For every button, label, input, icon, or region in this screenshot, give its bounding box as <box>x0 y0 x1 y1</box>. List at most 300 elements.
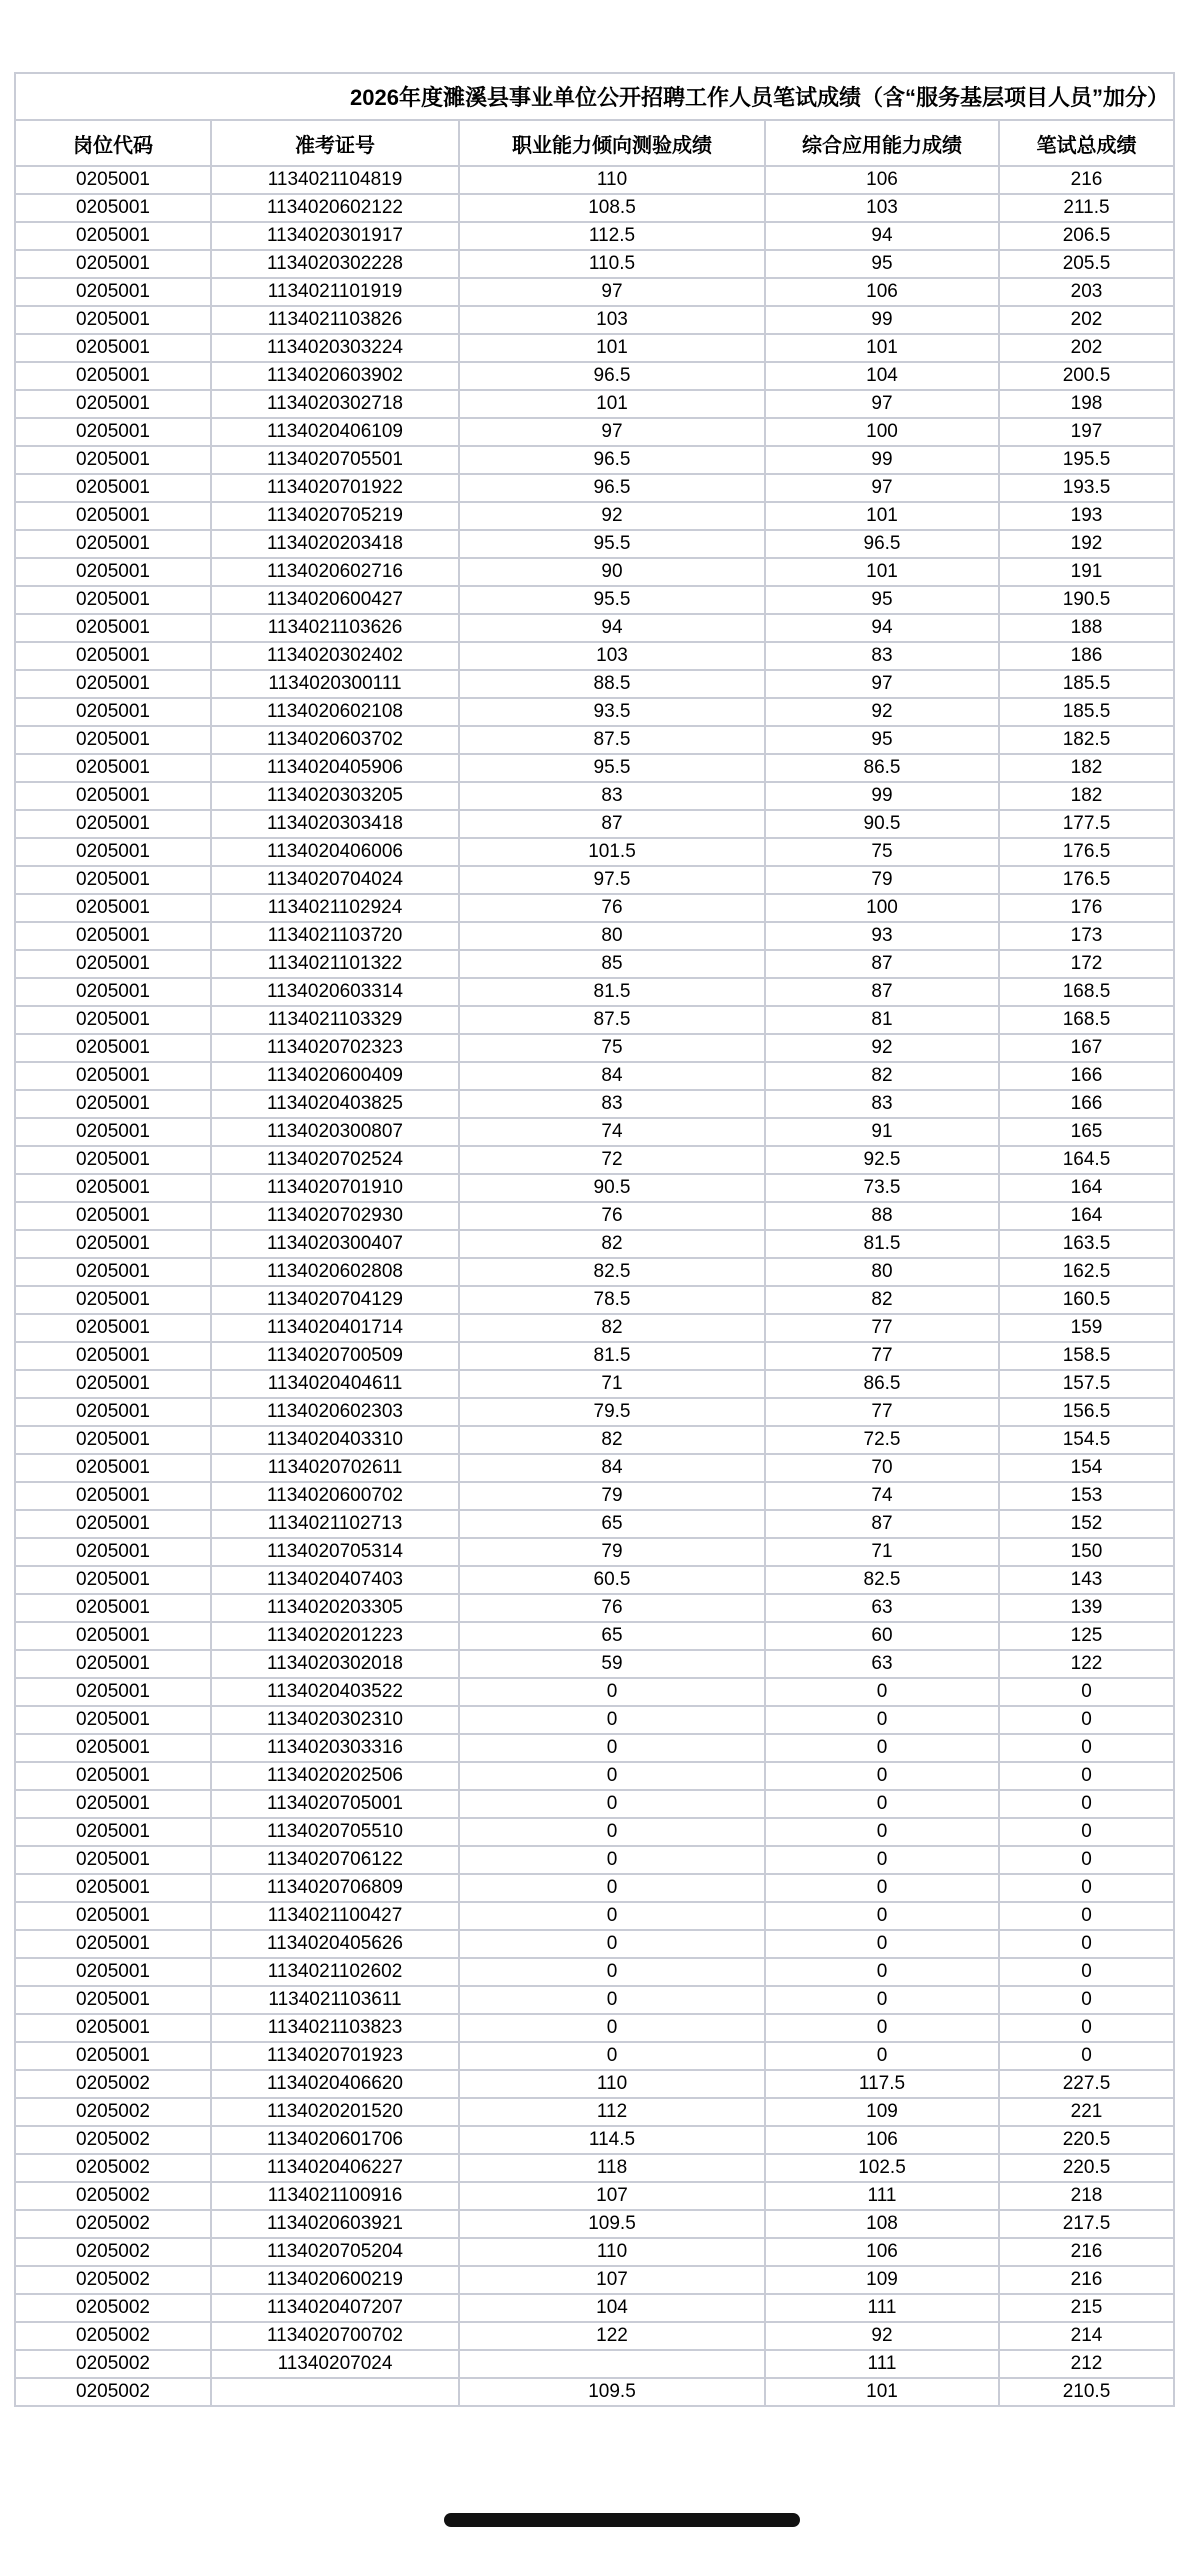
total-score-cell: 154 <box>999 1454 1174 1482</box>
position-code-cell: 0205001 <box>15 1538 211 1566</box>
aptitude-score-cell: 65 <box>459 1510 765 1538</box>
total-score-cell: 220.5 <box>999 2154 1174 2182</box>
applied-score-cell: 0 <box>765 1678 999 1706</box>
ticket-number-cell: 1134020201520 <box>211 2098 459 2126</box>
position-code-cell: 0205001 <box>15 1986 211 2014</box>
position-code-cell: 0205001 <box>15 418 211 446</box>
table-row <box>15 1454 1174 1482</box>
total-score-cell: 200.5 <box>999 362 1174 390</box>
applied-score-cell: 95 <box>765 586 999 614</box>
position-code-cell: 0205001 <box>15 222 211 250</box>
position-code-cell: 0205001 <box>15 1034 211 1062</box>
aptitude-score-cell: 0 <box>459 1818 765 1846</box>
total-score-cell: 157.5 <box>999 1370 1174 1398</box>
ticket-number-cell: 1134020705204 <box>211 2238 459 2266</box>
position-code-cell: 0205001 <box>15 1370 211 1398</box>
position-code-cell: 0205002 <box>15 2378 211 2406</box>
aptitude-score-cell: 85 <box>459 950 765 978</box>
applied-score-cell: 106 <box>765 2126 999 2154</box>
table-row <box>15 418 1174 446</box>
aptitude-score-cell: 79 <box>459 1538 765 1566</box>
applied-score-cell: 86.5 <box>765 1370 999 1398</box>
applied-score-cell: 0 <box>765 1986 999 2014</box>
position-code-cell: 0205001 <box>15 838 211 866</box>
ticket-number-cell: 1134020203305 <box>211 1594 459 1622</box>
applied-score-cell: 111 <box>765 2350 999 2378</box>
table-row <box>15 2014 1174 2042</box>
aptitude-score-cell: 95.5 <box>459 754 765 782</box>
aptitude-score-cell: 95.5 <box>459 586 765 614</box>
total-score-cell: 215 <box>999 2294 1174 2322</box>
applied-score-cell: 0 <box>765 1874 999 1902</box>
ticket-number-cell: 1134020300111 <box>211 670 459 698</box>
aptitude-score-cell: 79 <box>459 1482 765 1510</box>
position-code-cell: 0205001 <box>15 390 211 418</box>
ticket-number-cell: 1134021104819 <box>211 166 459 194</box>
position-code-cell: 0205001 <box>15 1342 211 1370</box>
total-score-cell: 0 <box>999 1734 1174 1762</box>
ticket-number-cell: 1134021103720 <box>211 922 459 950</box>
total-score-cell: 159 <box>999 1314 1174 1342</box>
aptitude-score-cell: 60.5 <box>459 1566 765 1594</box>
aptitude-score-cell: 95.5 <box>459 530 765 558</box>
aptitude-score-cell <box>459 2350 765 2378</box>
total-score-cell: 0 <box>999 1986 1174 2014</box>
table-row <box>15 1146 1174 1174</box>
applied-score-cell: 74 <box>765 1482 999 1510</box>
ticket-number-cell: 1134020704024 <box>211 866 459 894</box>
applied-score-cell: 0 <box>765 2042 999 2070</box>
total-score-cell: 216 <box>999 2238 1174 2266</box>
table-row <box>15 1762 1174 1790</box>
aptitude-score-cell: 93.5 <box>459 698 765 726</box>
ticket-number-cell: 1134020201223 <box>211 1622 459 1650</box>
aptitude-score-cell: 101 <box>459 334 765 362</box>
ticket-number-cell: 1134020600219 <box>211 2266 459 2294</box>
ticket-number-cell: 1134020302310 <box>211 1706 459 1734</box>
applied-score-cell: 100 <box>765 894 999 922</box>
aptitude-score-cell: 59 <box>459 1650 765 1678</box>
ticket-number-cell: 1134020601706 <box>211 2126 459 2154</box>
table-row <box>15 1062 1174 1090</box>
sheet-title: 2026年度濉溪县事业单位公开招聘工作人员笔试成绩（含“服务基层项目人员”加分） <box>15 73 1174 120</box>
table-row <box>15 1930 1174 1958</box>
table-row <box>15 810 1174 838</box>
home-indicator[interactable] <box>444 2513 800 2527</box>
ticket-number-cell: 1134020702524 <box>211 1146 459 1174</box>
aptitude-score-cell: 79.5 <box>459 1398 765 1426</box>
table-row <box>15 1874 1174 1902</box>
ticket-number-cell: 1134020704129 <box>211 1286 459 1314</box>
position-code-cell: 0205002 <box>15 2266 211 2294</box>
table-row <box>15 698 1174 726</box>
table-row <box>15 1370 1174 1398</box>
aptitude-score-cell: 82 <box>459 1230 765 1258</box>
aptitude-score-cell: 81.5 <box>459 978 765 1006</box>
position-code-cell: 0205001 <box>15 1258 211 1286</box>
header-position-code: 岗位代码 <box>15 120 211 166</box>
aptitude-score-cell: 92 <box>459 502 765 530</box>
table-row <box>15 1678 1174 1706</box>
total-score-cell: 0 <box>999 1846 1174 1874</box>
table-row <box>15 1258 1174 1286</box>
table-row <box>15 2322 1174 2350</box>
position-code-cell: 0205001 <box>15 1818 211 1846</box>
aptitude-score-cell: 114.5 <box>459 2126 765 2154</box>
table-row <box>15 1202 1174 1230</box>
position-code-cell: 0205001 <box>15 642 211 670</box>
total-score-cell: 176.5 <box>999 866 1174 894</box>
table-row <box>15 1118 1174 1146</box>
position-code-cell: 0205001 <box>15 1510 211 1538</box>
applied-score-cell: 87 <box>765 950 999 978</box>
total-score-cell: 216 <box>999 166 1174 194</box>
applied-score-cell: 101 <box>765 558 999 586</box>
aptitude-score-cell: 110.5 <box>459 250 765 278</box>
applied-score-cell: 111 <box>765 2294 999 2322</box>
table-row <box>15 1426 1174 1454</box>
table-row <box>15 2238 1174 2266</box>
ticket-number-cell: 1134020702930 <box>211 1202 459 1230</box>
header-total-score: 笔试总成绩 <box>999 120 1174 166</box>
position-code-cell: 0205001 <box>15 362 211 390</box>
aptitude-score-cell: 97.5 <box>459 866 765 894</box>
header-aptitude-score: 职业能力倾向测验成绩 <box>459 120 765 166</box>
total-score-cell: 0 <box>999 1818 1174 1846</box>
total-score-cell: 152 <box>999 1510 1174 1538</box>
position-code-cell: 0205001 <box>15 894 211 922</box>
ticket-number-cell: 1134020602122 <box>211 194 459 222</box>
position-code-cell: 0205001 <box>15 782 211 810</box>
ticket-number-cell: 1134020403825 <box>211 1090 459 1118</box>
aptitude-score-cell: 0 <box>459 1958 765 1986</box>
position-code-cell: 0205001 <box>15 1790 211 1818</box>
table-row <box>15 250 1174 278</box>
ticket-number-cell: 1134021100916 <box>211 2182 459 2210</box>
applied-score-cell: 117.5 <box>765 2070 999 2098</box>
ticket-number-cell: 1134021102713 <box>211 1510 459 1538</box>
ticket-number-cell: 1134020700509 <box>211 1342 459 1370</box>
aptitude-score-cell: 96.5 <box>459 362 765 390</box>
position-code-cell: 0205001 <box>15 978 211 1006</box>
ticket-number-cell: 1134020406620 <box>211 2070 459 2098</box>
position-code-cell: 0205001 <box>15 1454 211 1482</box>
total-score-cell: 158.5 <box>999 1342 1174 1370</box>
table-row <box>15 558 1174 586</box>
applied-score-cell: 77 <box>765 1398 999 1426</box>
ticket-number-cell: 1134020404611 <box>211 1370 459 1398</box>
applied-score-cell: 60 <box>765 1622 999 1650</box>
ticket-number-cell: 1134021101919 <box>211 278 459 306</box>
aptitude-score-cell: 87.5 <box>459 1006 765 1034</box>
table-row <box>15 390 1174 418</box>
ticket-number-cell: 1134020600702 <box>211 1482 459 1510</box>
position-code-cell: 0205002 <box>15 2322 211 2350</box>
total-score-cell: 165 <box>999 1118 1174 1146</box>
aptitude-score-cell: 81.5 <box>459 1342 765 1370</box>
ticket-number-cell: 1134020700702 <box>211 2322 459 2350</box>
applied-score-cell: 95 <box>765 250 999 278</box>
total-score-cell: 0 <box>999 1958 1174 1986</box>
total-score-cell: 154.5 <box>999 1426 1174 1454</box>
applied-score-cell: 99 <box>765 446 999 474</box>
ticket-number-cell: 1134021103626 <box>211 614 459 642</box>
aptitude-score-cell: 76 <box>459 1594 765 1622</box>
applied-score-cell: 108 <box>765 2210 999 2238</box>
aptitude-score-cell: 80 <box>459 922 765 950</box>
aptitude-score-cell: 94 <box>459 614 765 642</box>
table-row <box>15 866 1174 894</box>
table-row <box>15 446 1174 474</box>
aptitude-score-cell: 109.5 <box>459 2378 765 2406</box>
total-score-cell: 0 <box>999 2014 1174 2042</box>
position-code-cell: 0205001 <box>15 474 211 502</box>
applied-score-cell: 71 <box>765 1538 999 1566</box>
aptitude-score-cell: 0 <box>459 1874 765 1902</box>
position-code-cell: 0205002 <box>15 2182 211 2210</box>
aptitude-score-cell: 65 <box>459 1622 765 1650</box>
table-body <box>15 166 1174 2406</box>
applied-score-cell: 79 <box>765 866 999 894</box>
total-score-cell: 186 <box>999 642 1174 670</box>
table-row <box>15 642 1174 670</box>
aptitude-score-cell: 122 <box>459 2322 765 2350</box>
aptitude-score-cell: 82 <box>459 1426 765 1454</box>
aptitude-score-cell: 84 <box>459 1062 765 1090</box>
total-score-cell: 166 <box>999 1062 1174 1090</box>
header-ticket-number: 准考证号 <box>211 120 459 166</box>
position-code-cell: 0205001 <box>15 1594 211 1622</box>
table-row <box>15 2210 1174 2238</box>
aptitude-score-cell: 96.5 <box>459 446 765 474</box>
ticket-number-cell: 1134020705510 <box>211 1818 459 1846</box>
aptitude-score-cell: 109.5 <box>459 2210 765 2238</box>
total-score-cell: 160.5 <box>999 1286 1174 1314</box>
ticket-number-cell: 11340207024 <box>211 2350 459 2378</box>
table-row <box>15 922 1174 950</box>
table-row <box>15 894 1174 922</box>
applied-score-cell: 75 <box>765 838 999 866</box>
applied-score-cell: 101 <box>765 2378 999 2406</box>
aptitude-score-cell: 110 <box>459 2070 765 2098</box>
position-code-cell: 0205001 <box>15 1706 211 1734</box>
position-code-cell: 0205001 <box>15 166 211 194</box>
applied-score-cell: 83 <box>765 1090 999 1118</box>
total-score-cell: 168.5 <box>999 978 1174 1006</box>
table-row <box>15 1314 1174 1342</box>
applied-score-cell: 99 <box>765 306 999 334</box>
position-code-cell: 0205001 <box>15 726 211 754</box>
applied-score-cell: 63 <box>765 1650 999 1678</box>
ticket-number-cell: 1134020603921 <box>211 2210 459 2238</box>
aptitude-score-cell: 112.5 <box>459 222 765 250</box>
aptitude-score-cell: 0 <box>459 1734 765 1762</box>
position-code-cell: 0205001 <box>15 754 211 782</box>
total-score-cell: 0 <box>999 1930 1174 1958</box>
ticket-number-cell: 1134020705314 <box>211 1538 459 1566</box>
table-row <box>15 1622 1174 1650</box>
applied-score-cell: 0 <box>765 1790 999 1818</box>
ticket-number-cell: 1134020705001 <box>211 1790 459 1818</box>
aptitude-score-cell: 0 <box>459 1930 765 1958</box>
position-code-cell: 0205001 <box>15 1930 211 1958</box>
total-score-cell: 203 <box>999 278 1174 306</box>
table-row <box>15 2378 1174 2406</box>
position-code-cell: 0205002 <box>15 2070 211 2098</box>
ticket-number-cell: 1134020702323 <box>211 1034 459 1062</box>
ticket-number-cell: 1134021102602 <box>211 1958 459 1986</box>
applied-score-cell: 90.5 <box>765 810 999 838</box>
total-score-cell: 218 <box>999 2182 1174 2210</box>
total-score-cell: 192 <box>999 530 1174 558</box>
ticket-number-cell: 1134020706809 <box>211 1874 459 1902</box>
table-row <box>15 1734 1174 1762</box>
ticket-number-cell: 1134021103823 <box>211 2014 459 2042</box>
position-code-cell: 0205001 <box>15 1202 211 1230</box>
total-score-cell: 139 <box>999 1594 1174 1622</box>
total-score-cell: 212 <box>999 2350 1174 2378</box>
aptitude-score-cell: 112 <box>459 2098 765 2126</box>
applied-score-cell: 0 <box>765 1818 999 1846</box>
applied-score-cell: 72.5 <box>765 1426 999 1454</box>
position-code-cell: 0205001 <box>15 1566 211 1594</box>
total-score-cell: 162.5 <box>999 1258 1174 1286</box>
ticket-number-cell: 1134021101322 <box>211 950 459 978</box>
total-score-cell: 205.5 <box>999 250 1174 278</box>
table-row <box>15 614 1174 642</box>
ticket-number-cell: 1134020203418 <box>211 530 459 558</box>
applied-score-cell: 80 <box>765 1258 999 1286</box>
position-code-cell: 0205001 <box>15 502 211 530</box>
aptitude-score-cell: 0 <box>459 1762 765 1790</box>
aptitude-score-cell: 107 <box>459 2266 765 2294</box>
ticket-number-cell: 1134020602303 <box>211 1398 459 1426</box>
table-row <box>15 530 1174 558</box>
table-row <box>15 194 1174 222</box>
total-score-cell: 195.5 <box>999 446 1174 474</box>
position-code-cell: 0205001 <box>15 1062 211 1090</box>
aptitude-score-cell: 84 <box>459 1454 765 1482</box>
ticket-number-cell: 1134020602108 <box>211 698 459 726</box>
total-score-cell: 214 <box>999 2322 1174 2350</box>
ticket-number-cell: 1134020603902 <box>211 362 459 390</box>
aptitude-score-cell: 0 <box>459 1678 765 1706</box>
applied-score-cell: 102.5 <box>765 2154 999 2182</box>
ticket-number-cell: 1134020706122 <box>211 1846 459 1874</box>
position-code-cell: 0205001 <box>15 670 211 698</box>
total-score-cell: 197 <box>999 418 1174 446</box>
aptitude-score-cell: 0 <box>459 1902 765 1930</box>
table-row <box>15 2350 1174 2378</box>
position-code-cell: 0205001 <box>15 1762 211 1790</box>
table-row <box>15 362 1174 390</box>
table-row <box>15 278 1174 306</box>
total-score-cell: 156.5 <box>999 1398 1174 1426</box>
table-row <box>15 1482 1174 1510</box>
aptitude-score-cell: 87.5 <box>459 726 765 754</box>
table-row <box>15 166 1174 194</box>
total-score-cell: 198 <box>999 390 1174 418</box>
total-score-cell: 163.5 <box>999 1230 1174 1258</box>
ticket-number-cell: 1134021103826 <box>211 306 459 334</box>
ticket-number-cell: 1134020603702 <box>211 726 459 754</box>
ticket-number-cell: 1134020407403 <box>211 1566 459 1594</box>
applied-score-cell: 109 <box>765 2098 999 2126</box>
total-score-cell: 172 <box>999 950 1174 978</box>
table-row <box>15 2182 1174 2210</box>
applied-score-cell: 0 <box>765 1846 999 1874</box>
applied-score-cell: 92.5 <box>765 1146 999 1174</box>
aptitude-score-cell: 101.5 <box>459 838 765 866</box>
applied-score-cell: 77 <box>765 1342 999 1370</box>
table-row <box>15 754 1174 782</box>
position-code-cell: 0205001 <box>15 1902 211 1930</box>
applied-score-cell: 88 <box>765 1202 999 1230</box>
ticket-number-cell: 1134020705219 <box>211 502 459 530</box>
position-code-cell: 0205001 <box>15 2014 211 2042</box>
ticket-number-cell: 1134020202506 <box>211 1762 459 1790</box>
applied-score-cell: 97 <box>765 670 999 698</box>
aptitude-score-cell: 0 <box>459 1790 765 1818</box>
ticket-number-cell: 1134021103611 <box>211 1986 459 2014</box>
aptitude-score-cell: 103 <box>459 306 765 334</box>
ticket-number-cell: 1134020702611 <box>211 1454 459 1482</box>
total-score-cell: 211.5 <box>999 194 1174 222</box>
header-applied-score: 综合应用能力成绩 <box>765 120 999 166</box>
table-row <box>15 1818 1174 1846</box>
total-score-cell: 190.5 <box>999 586 1174 614</box>
applied-score-cell: 70 <box>765 1454 999 1482</box>
applied-score-cell: 87 <box>765 1510 999 1538</box>
aptitude-score-cell: 107 <box>459 2182 765 2210</box>
total-score-cell: 0 <box>999 1902 1174 1930</box>
total-score-cell: 185.5 <box>999 698 1174 726</box>
applied-score-cell: 95 <box>765 726 999 754</box>
ticket-number-cell: 1134020405626 <box>211 1930 459 1958</box>
ticket-number-cell: 1134020303418 <box>211 810 459 838</box>
applied-score-cell: 92 <box>765 1034 999 1062</box>
applied-score-cell: 86.5 <box>765 754 999 782</box>
position-code-cell: 0205001 <box>15 1846 211 1874</box>
ticket-number-cell: 1134020603314 <box>211 978 459 1006</box>
total-score-cell: 177.5 <box>999 810 1174 838</box>
aptitude-score-cell: 97 <box>459 278 765 306</box>
applied-score-cell: 81.5 <box>765 1230 999 1258</box>
aptitude-score-cell: 96.5 <box>459 474 765 502</box>
applied-score-cell: 100 <box>765 418 999 446</box>
score-table <box>14 72 1175 2407</box>
position-code-cell: 0205001 <box>15 1426 211 1454</box>
applied-score-cell: 82.5 <box>765 1566 999 1594</box>
aptitude-score-cell: 83 <box>459 782 765 810</box>
table-row <box>15 502 1174 530</box>
position-code-cell: 0205001 <box>15 698 211 726</box>
header-row <box>15 120 1174 166</box>
ticket-number-cell: 1134020303224 <box>211 334 459 362</box>
table-row <box>15 586 1174 614</box>
applied-score-cell: 0 <box>765 1902 999 1930</box>
position-code-cell: 0205001 <box>15 950 211 978</box>
total-score-cell: 150 <box>999 1538 1174 1566</box>
ticket-number-cell: 1134020406227 <box>211 2154 459 2182</box>
position-code-cell: 0205001 <box>15 278 211 306</box>
applied-score-cell: 109 <box>765 2266 999 2294</box>
applied-score-cell: 103 <box>765 194 999 222</box>
table-row <box>15 978 1174 1006</box>
applied-score-cell: 0 <box>765 1734 999 1762</box>
total-score-cell: 202 <box>999 334 1174 362</box>
aptitude-score-cell: 82.5 <box>459 1258 765 1286</box>
